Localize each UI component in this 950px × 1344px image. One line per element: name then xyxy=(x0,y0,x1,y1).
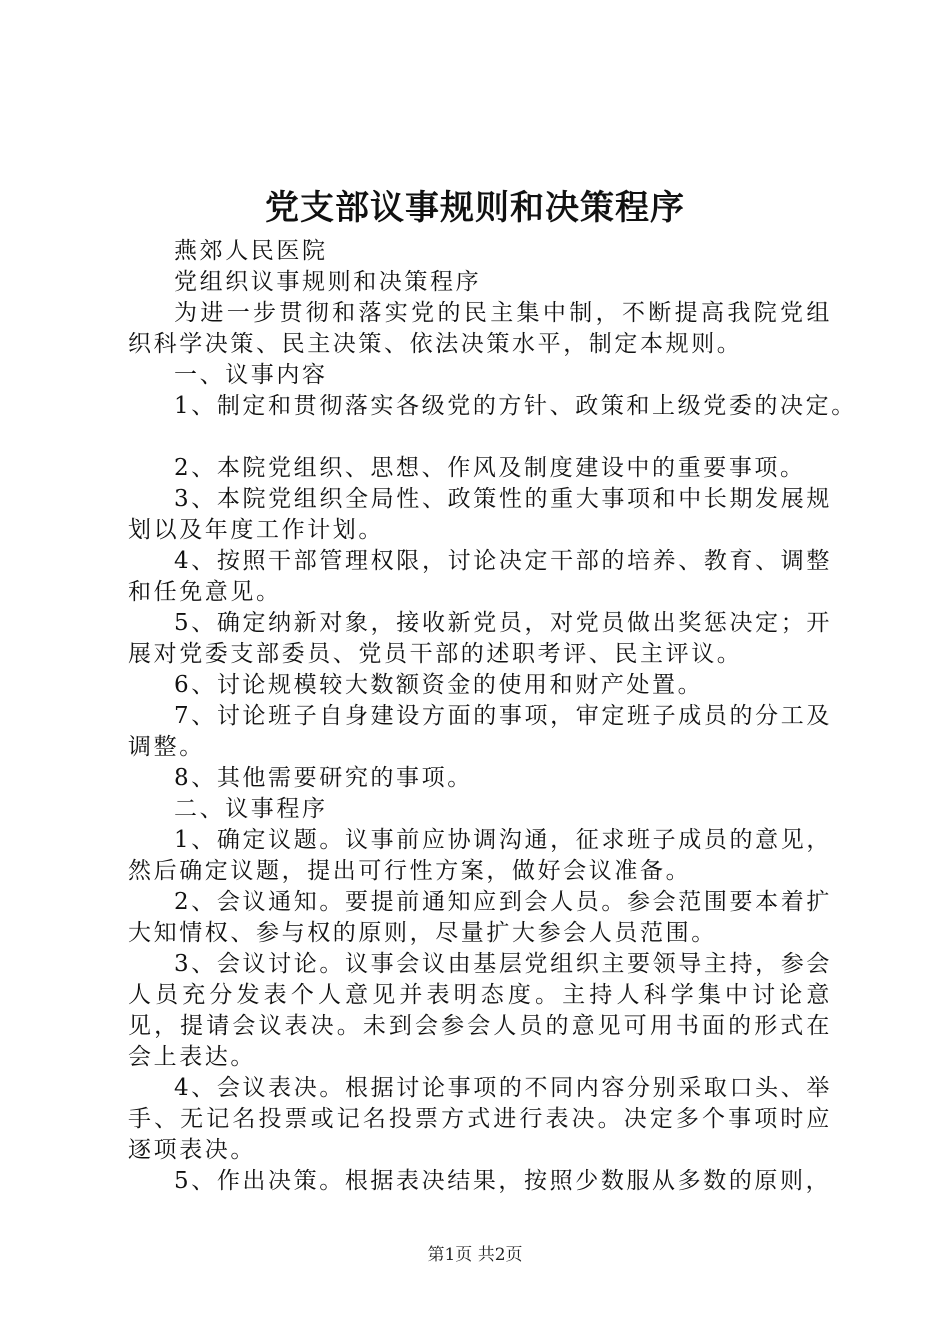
content-item-1: 1、制定和贯彻落实各级党的方针、政策和上级党委的决定。 xyxy=(174,393,857,419)
organization-name: 燕郊人民医院 xyxy=(174,238,328,264)
content-item-3: 3、本院党组织全局性、政策性的重大事项和中长期发展规划以及年度工作计划。 xyxy=(128,486,832,543)
procedure-item-1: 1、确定议题。议事前应协调沟通，征求班子成员的意见，然后确定议题，提出可行性方案，做好会议准备。 xyxy=(128,827,832,884)
document-title: 党支部议事规则和决策程序 xyxy=(265,188,685,228)
page-number-footer: 第1页 共2页 xyxy=(427,1245,523,1265)
intro-paragraph: 为进一步贯彻和落实党的民主集中制，不断提高我院党组织科学决策、民主决策、依法决策水平，制定本规则。 xyxy=(128,300,832,357)
content-item-6: 6、讨论规模较大数额资金的使用和财产处置。 xyxy=(174,672,704,698)
section-heading-procedure: 二、议事程序 xyxy=(174,796,328,822)
subtitle: 党组织议事规则和决策程序 xyxy=(174,269,482,295)
content-item-4: 4、按照干部管理权限，讨论决定干部的培养、教育、调整和任免意见。 xyxy=(128,548,832,605)
procedure-item-3: 3、会议讨论。议事会议由基层党组织主要领导主持，参会人员充分发表个人意见并表明态度。主持人科学集中讨论意见，提请会议表决。未到会参会人员的意见可用书面的形式在会上表达。 xyxy=(128,951,832,1070)
procedure-item-5: 5、作出决策。根据表决结果，按照少数服从多数的原则， xyxy=(174,1168,832,1194)
document-body xyxy=(128,236,857,1197)
section-heading-content: 一、议事内容 xyxy=(174,362,328,388)
content-item-7: 7、讨论班子自身建设方面的事项，审定班子成员的分工及调整。 xyxy=(128,703,832,760)
procedure-item-4: 4、会议表决。根据讨论事项的不同内容分别采取口头、举手、无记名投票或记名投票方式进行表决。决定多个事项时应逐项表决。 xyxy=(128,1075,832,1163)
content-item-8: 8、其他需要研究的事项。 xyxy=(174,765,473,791)
content-item-2: 2、本院党组织、思想、作风及制度建设中的重要事项。 xyxy=(174,455,806,481)
procedure-item-2: 2、会议通知。要提前通知应到会人员。参会范围要本着扩大知情权、参与权的原则，尽量扩大参会人员范围。 xyxy=(128,889,832,946)
content-item-5: 5、确定纳新对象，接收新党员，对党员做出奖惩决定；开展对党委支部委员、党员干部的述职考评、民主评议。 xyxy=(128,610,832,667)
